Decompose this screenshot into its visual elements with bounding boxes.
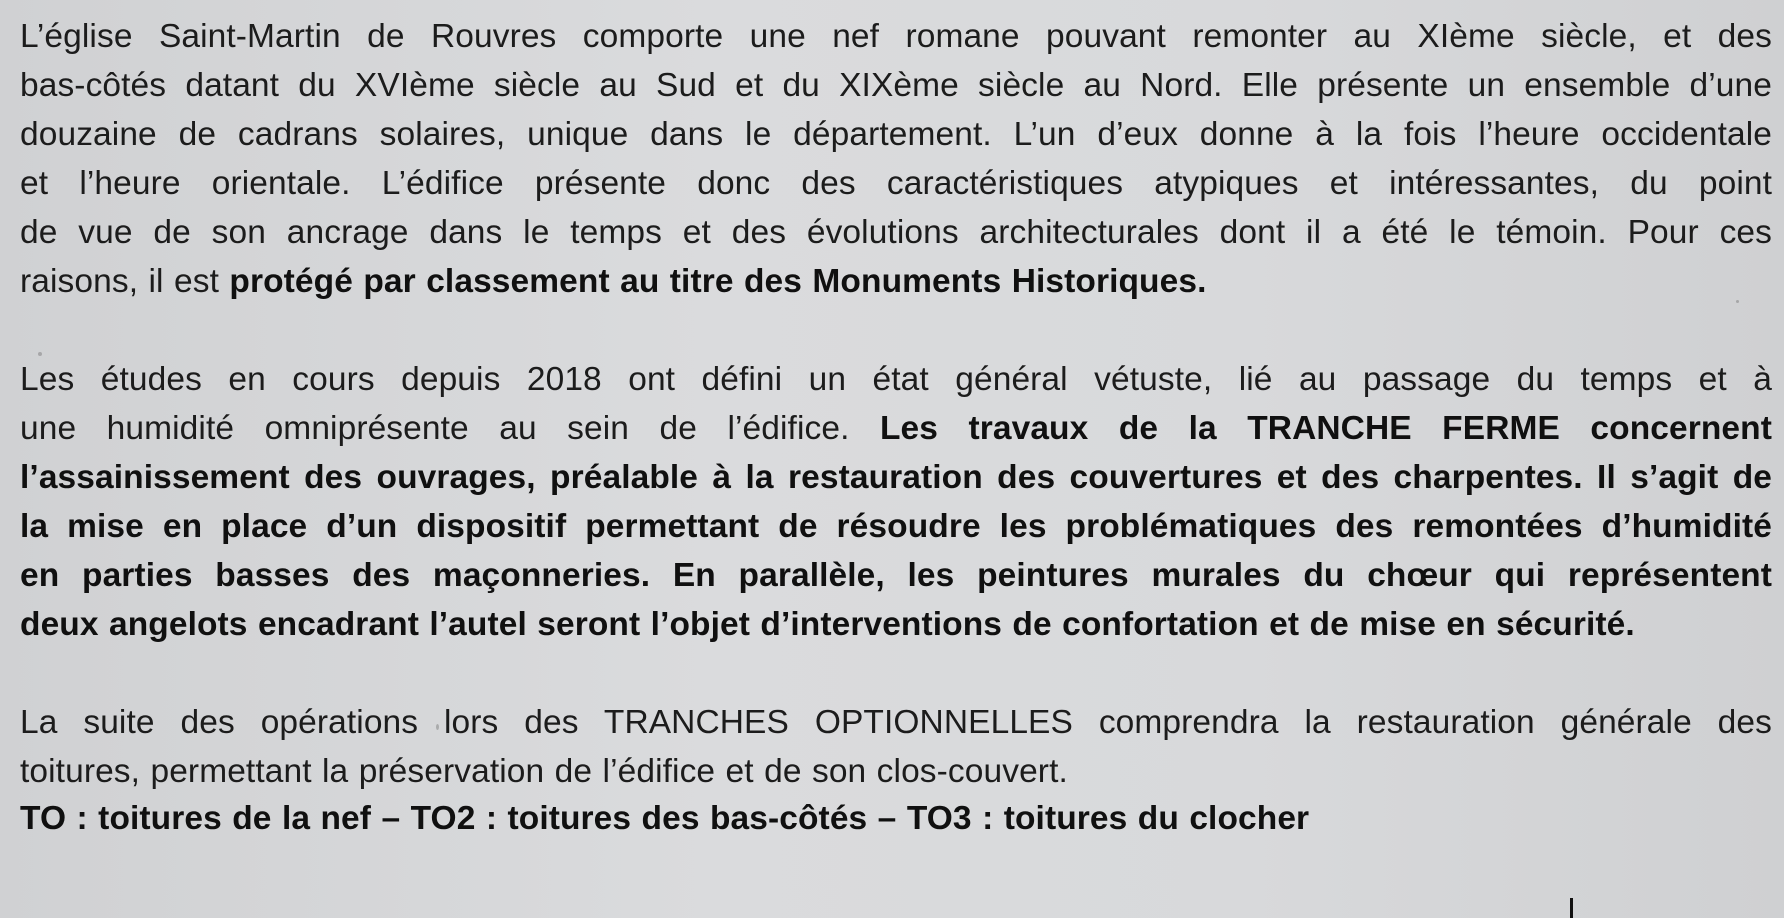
- paragraph-options: [20, 698, 1772, 842]
- text-segment: raisons, il est: [20, 263, 230, 300]
- surface-speck: [1498, 42, 1502, 46]
- text-segment: de vue de son ancrage dans le temps et des évolutions architecturales dont il a été le témoin. Pour ces: [20, 214, 1772, 251]
- paragraph-works: [20, 355, 1772, 649]
- text-segment: toitures, permettant la préservation de l’édifice et de son clos-couvert.: [20, 753, 1068, 790]
- text-segment: L’église Saint-Martin de Rouvres comporte une nef romane pouvant remonter au XIème siècle, et des: [20, 18, 1772, 55]
- text-line: [20, 502, 1772, 551]
- text-line: [20, 208, 1772, 257]
- text-segment: bas-côtés datant du XVIème siècle au Sud et du XIXème siècle au Nord. Elle présente un ensemble d’une: [20, 67, 1772, 104]
- text-segment: une humidité omniprésente au sein de l’édifice.: [20, 410, 880, 447]
- roof-phases-line: TO : toitures de la nef – TO2 : toitures des bas-côtés – TO3 : toitures du clocher: [20, 800, 1310, 837]
- text-segment: Les études en cours depuis 2018 ont défini un état général vétuste, lié au passage du temps et à: [20, 361, 1772, 398]
- text-line: [20, 257, 1772, 306]
- bold-text-segment: Les travaux de la TRANCHE FERME concernent: [879, 410, 1772, 447]
- text-line: [20, 698, 1772, 747]
- text-line: [20, 355, 1772, 404]
- bolt-shadow-mark: [1570, 898, 1573, 918]
- text-line: [20, 110, 1772, 159]
- surface-speck: [38, 352, 42, 356]
- text-line: [20, 600, 1772, 649]
- paragraph-history: [20, 12, 1772, 306]
- text-segment: et l’heure orientale. L’édifice présente donc des caractéristiques atypiques et intéressantes, du point: [20, 165, 1772, 202]
- text-line: [20, 61, 1772, 110]
- text-line: [20, 12, 1772, 61]
- text-line: [20, 551, 1772, 600]
- notice-panel: [20, 12, 1772, 842]
- bold-text-segment: protégé par classement au titre des Monuments Historiques.: [229, 263, 1207, 300]
- text-line: [20, 747, 1772, 796]
- bold-text-segment: l’assainissement des ouvrages, préalable à la restauration des couvertures et des charpentes. Il s’agit de: [20, 459, 1772, 496]
- text-line: [20, 404, 1772, 453]
- text-line: [20, 453, 1772, 502]
- surface-speck: [1736, 300, 1739, 303]
- bold-text-segment: en parties basses des maçonneries. En parallèle, les peintures murales du chœur qui représentent: [20, 557, 1772, 594]
- bold-text-segment: la mise en place d’un dispositif permettant de résoudre les problématiques des remontées d’humidité: [20, 508, 1772, 545]
- text-segment: douzaine de cadrans solaires, unique dans le département. L’un d’eux donne à la fois l’heure occidentale: [20, 116, 1772, 153]
- bold-text-segment: deux angelots encadrant l’autel seront l’objet d’interventions de confortation et de mise en sécurité.: [20, 606, 1635, 643]
- text-line: [20, 159, 1772, 208]
- text-segment: La suite des opérations lors des TRANCHES OPTIONNELLES comprendra la restauration générale des: [20, 704, 1772, 741]
- surface-speck: [436, 724, 439, 730]
